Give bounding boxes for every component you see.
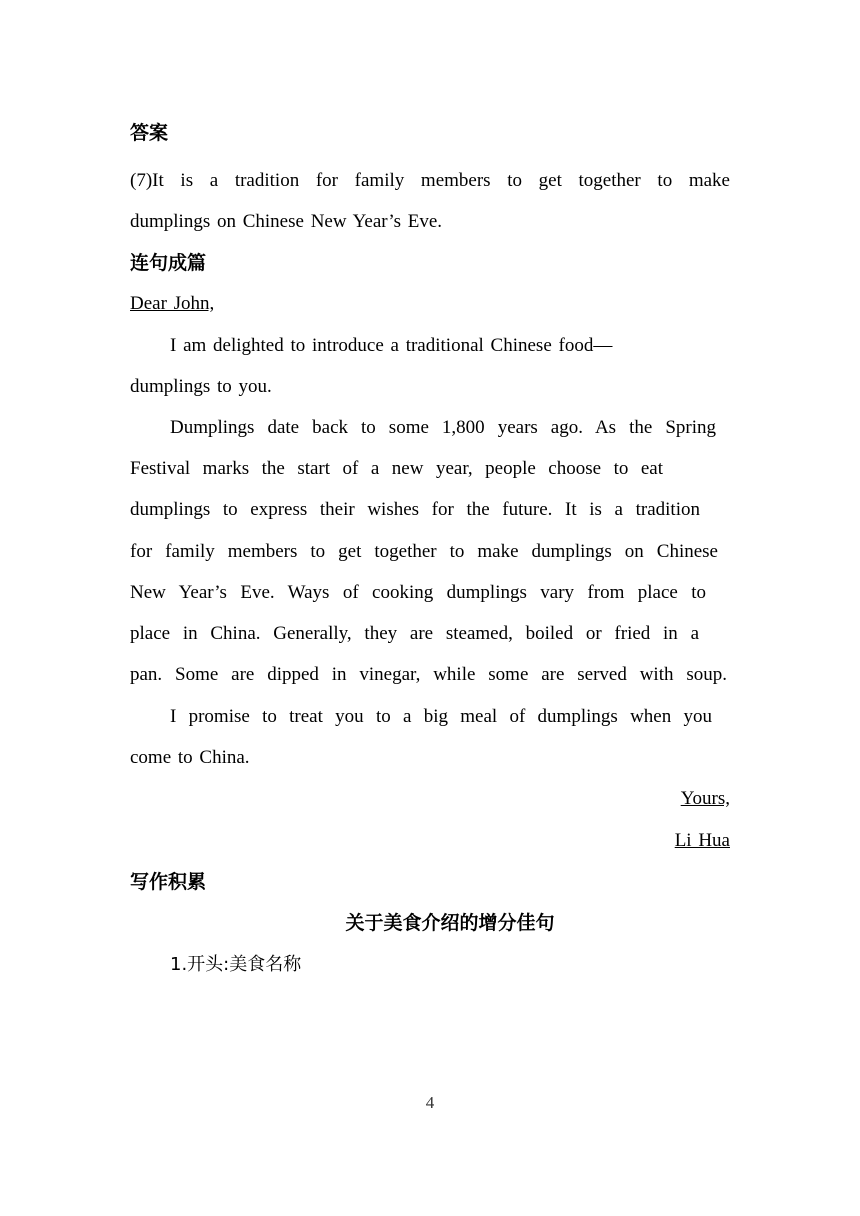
- letter-para3-line1: I promise to treat you to a big meal of dumplings when you: [170, 706, 712, 727]
- answer-line-2: dumplings on Chinese New Year’s Eve.: [130, 211, 443, 232]
- letter-signature-text: Li Hua: [674, 830, 730, 851]
- letter-closing: [130, 787, 730, 811]
- page-number: 4: [425, 1093, 435, 1112]
- letter-para3-line2: come to China.: [130, 747, 250, 768]
- letter-para2-line2: Festival marks the start of a new year, people choose to eat: [130, 458, 663, 479]
- letter-para1-line1: I am delighted to introduce a traditional Chinese food—: [170, 335, 613, 356]
- letter-para2-line6: place in China. Generally, they are steamed, boiled or fried in a: [130, 623, 699, 644]
- letter-signature: [130, 829, 730, 853]
- answer-heading: 答案: [130, 122, 169, 144]
- essay-heading: 连句成篇: [130, 252, 207, 274]
- letter-greeting: [130, 292, 730, 316]
- letter-para2-line4: for family members to get together to make dumplings on Chinese: [130, 541, 718, 562]
- letter-para2-line7: pan. Some are dipped in vinegar, while some are served with soup.: [130, 664, 727, 685]
- item-1: 1.开头:美食名称: [170, 954, 302, 975]
- letter-greeting-text: Dear John,: [130, 293, 215, 314]
- letter-para2-line1: Dumplings date back to some 1,800 years ago. As the Spring: [170, 417, 716, 438]
- letter-para2-line5: New Year’s Eve. Ways of cooking dumplings vary from place to: [130, 582, 706, 603]
- writing-heading: 写作积累: [130, 871, 207, 893]
- letter-para1-line2: dumplings to you.: [130, 376, 272, 397]
- section-title: 关于美食介绍的增分佳句: [345, 912, 555, 934]
- letter-para2-line3: dumplings to express their wishes for the future. It is a tradition: [130, 499, 700, 520]
- letter-closing-text: Yours,: [680, 788, 730, 809]
- answer-line-1: (7)It is a tradition for family members to get together to make: [130, 170, 730, 191]
